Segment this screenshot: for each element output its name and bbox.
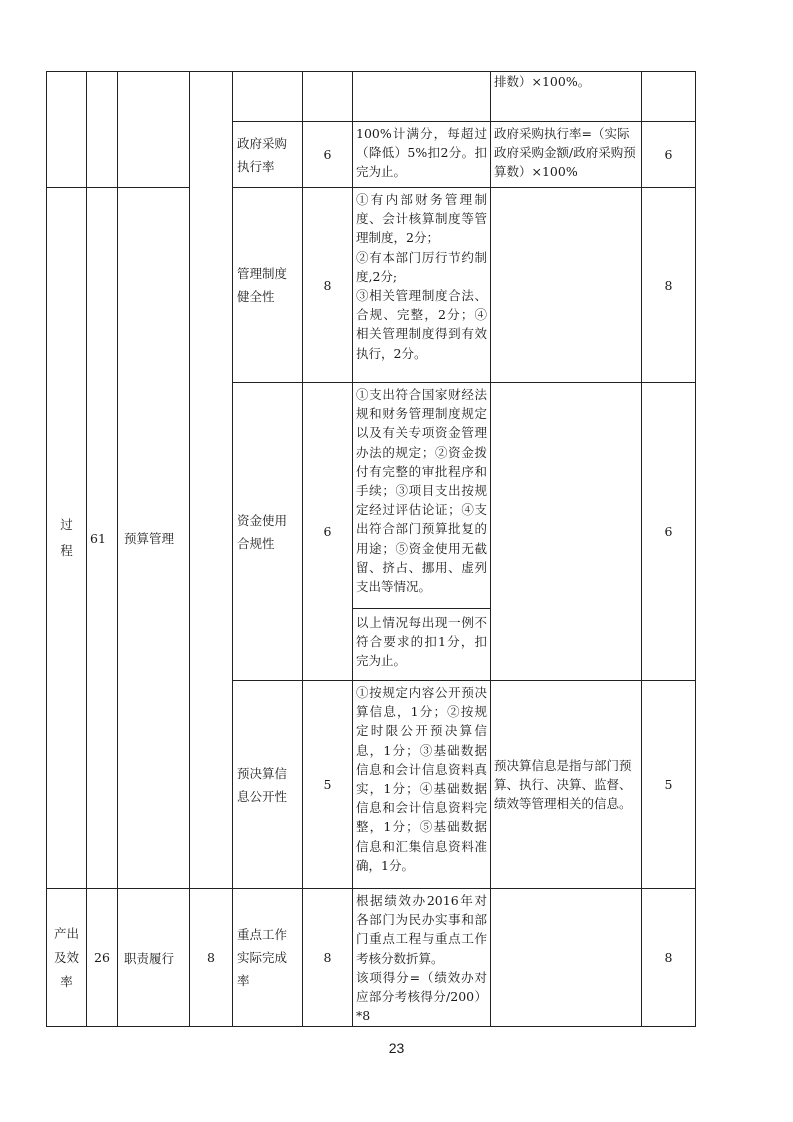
table-row: [47, 889, 696, 1027]
calc-cell: [491, 188, 642, 383]
criteria-cell: [353, 72, 491, 122]
level2-cell: [118, 72, 190, 188]
table-row: [47, 72, 696, 122]
criteria-text: 该项得分=（绩效办对应部分考核得分/200）*8: [356, 969, 487, 1024]
calc-text: 预决算信息是指与部门预算、执行、决算、监督、绩效等管理相关的信息。: [494, 757, 632, 812]
table-row: [47, 188, 696, 383]
criteria-item: ③相关管理制度合法、合规、完整，2分；④相关管理制度得到有效执行，2分。: [356, 288, 487, 361]
level2-name: 职责履行: [124, 950, 175, 966]
score2-cell: [190, 72, 233, 889]
level1-name: 产出及效率: [53, 925, 79, 989]
indicator-score-cell: [303, 188, 353, 383]
page-number: 23: [388, 1040, 405, 1056]
final-score-cell: [642, 122, 696, 188]
calc-cell: [491, 889, 642, 1027]
criteria-cell: [353, 681, 491, 889]
final-score: 6: [664, 524, 673, 539]
criteria-main: [353, 383, 490, 609]
indicator-name: 资金使用合规性: [237, 512, 288, 551]
calc-cell: [491, 72, 642, 122]
criteria-item: ②有本部门厉行节约制度,2分;: [356, 249, 487, 284]
criteria-deduction: [353, 609, 490, 680]
score1-cell: [87, 72, 118, 188]
final-score: 8: [664, 277, 673, 293]
level1-cell: [47, 72, 87, 188]
indicator-score: 6: [323, 147, 332, 162]
indicator-name: 重点工作实际完成率: [237, 927, 288, 988]
criteria-cell: [353, 889, 491, 1027]
level1-score: 26: [94, 950, 110, 965]
indicator-score: 5: [323, 777, 332, 792]
indicator-name: 政府采购执行率: [237, 135, 288, 174]
final-score: 6: [664, 147, 673, 162]
indicator-cell: [233, 681, 303, 889]
evaluation-table: [46, 71, 696, 1027]
criteria-text: ①支出符合国家财经法规和财务管理制度规定以及有关专项资金管理办法的规定；②资金拨付有完整的审批程序和手续；③项目支出按规定经过评估论证；④支出符合部门预算批复的用途；⑤资金使用无截留、挤占、挪用、虚列支出等情况。: [356, 387, 487, 595]
calc-cell: [491, 383, 642, 681]
level2-cell: [118, 889, 190, 1027]
criteria-text: 以上情况每出现一例不符合要求的扣1分，扣完为止。: [356, 615, 487, 669]
indicator-cell: [233, 188, 303, 383]
criteria-text: ①按规定内容公开预决算信息，1分；②按规定时限公开预决算信息，1分；③基础数据信息和会计信息资料真实，1分；④基础数据信息和会计信息资料完整，1分；⑤基础数据信息和汇集信息资料准确，1分。: [356, 685, 487, 873]
indicator-score-cell: [303, 889, 353, 1027]
criteria-text: 根据绩效办2016年对各部门为民办实事和部门重点工程与重点工作考核分数折算。: [356, 893, 487, 966]
level1-cell: [47, 188, 87, 889]
score2-cell: [190, 889, 233, 1027]
indicator-score-cell: [303, 122, 353, 188]
level1-name: 过程: [60, 517, 73, 558]
final-score-cell: [642, 383, 696, 681]
calc-cell: [491, 122, 642, 188]
indicator-name: 预决算信息公开性: [237, 765, 288, 804]
criteria-item: ①有内部财务管理制度、会计核算制度等管理制度，2分；: [356, 192, 487, 246]
final-score-cell: [642, 889, 696, 1027]
level1-score: 61: [90, 530, 106, 546]
score1-cell: [87, 188, 118, 889]
level1-cell: [47, 889, 87, 1027]
indicator-name: 管理制度健全性: [237, 266, 288, 304]
level2-cell: [118, 188, 190, 889]
indicator-cell: [233, 72, 303, 122]
indicator-score-cell: [303, 681, 353, 889]
calc-cell: [491, 681, 642, 889]
indicator-cell: [233, 383, 303, 681]
level2-name: 预算管理: [124, 531, 175, 546]
final-score-cell: [642, 188, 696, 383]
indicator-cell: [233, 889, 303, 1027]
calc-text: 排数）×100%。: [494, 74, 591, 89]
final-score-cell: [642, 681, 696, 889]
level2-score: 8: [207, 950, 215, 965]
final-score-cell: [642, 72, 696, 122]
final-score: 5: [664, 777, 673, 792]
criteria-text: 100%计满分，每超过（降低）5%扣2分。扣完为止。: [356, 126, 487, 180]
indicator-score-cell: [303, 383, 353, 681]
indicator-score: 8: [323, 950, 332, 965]
final-score: 8: [664, 950, 673, 965]
indicator-cell: [233, 122, 303, 188]
indicator-score: 6: [323, 524, 332, 539]
indicator-score-cell: [303, 72, 353, 122]
calc-text: 政府采购执行率=（实际政府采购金额/政府采购预算数）×100%: [494, 126, 636, 180]
criteria-cell: [353, 383, 491, 681]
criteria-cell: [353, 188, 491, 383]
score1-cell: [87, 889, 118, 1027]
criteria-cell: [353, 122, 491, 188]
indicator-score: 8: [323, 277, 332, 293]
